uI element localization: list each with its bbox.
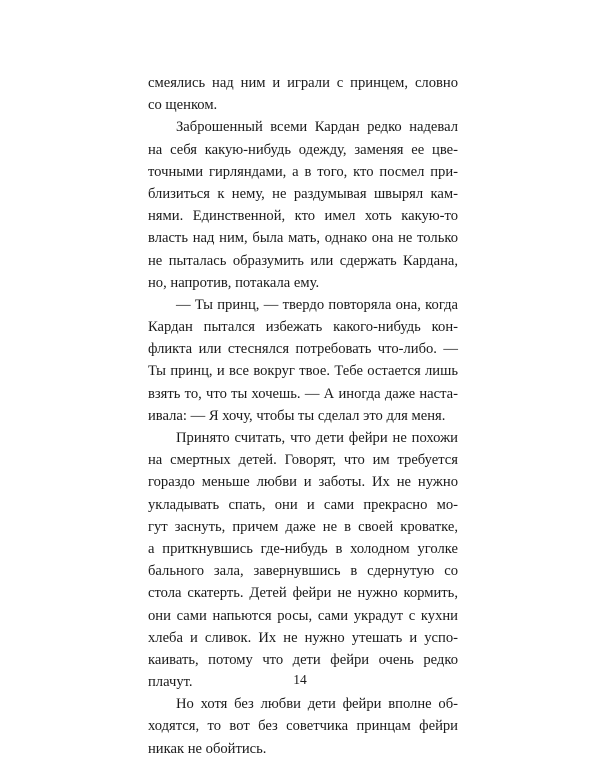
text-line: а приткнувшись где-нибудь в холодном уголке [148,540,458,557]
text-line: никак не обойтись. [148,740,267,757]
text-line: они сами напьются росы, сами украдут с кухни [148,607,458,624]
text-line: на себя какую-нибудь одежду, заменяя ее цве- [148,141,458,158]
page-number: 14 [293,672,307,687]
text-line: фликта или стеснялся потребовать что-либо. — [148,341,458,358]
text-line: смеялись над ним и играли с принцем, словно [148,75,458,91]
text-line: ивала: — Я хочу, чтобы ты сделал это для меня. [148,407,446,424]
text-line: Ты принц, и все вокруг твое. Тебе остается лишь [148,363,458,380]
text-line: — Ты принц, — твердо повторяла она, когда [176,296,458,313]
text-line: гораздо меньше любви и заботы. Их не нужно [148,474,458,491]
text-line: не пыталась образумить или сдержать Кардана, [148,252,458,269]
paragraph [148,72,458,116]
paragraph [148,427,458,693]
text-line: но, напротив, потакала ему. [148,274,320,291]
paragraph [148,116,458,294]
text-line: укладывать спать, они и сами прекрасно мо- [148,496,458,513]
text-line: плачут. [148,674,193,691]
text-line: стола скатерть. Детей фейри не нужно кормить, [148,585,458,602]
paragraph [148,294,458,427]
text-line: каивать, потому что дети фейри очень редко [148,651,458,668]
text-line: точными гирляндами, а в того, кто посмел при- [148,163,458,180]
text-line: близиться к нему, не раздумывая швырял кам- [148,185,458,202]
text-line: взять то, что ты хочешь. — А иногда даже наста- [148,385,458,402]
text-line: гут заснуть, причем даже не в своей кроватке, [148,518,458,535]
text-line: нями. Единственной, кто имел хоть какую-то [148,208,458,225]
text-line: бального зала, завернувшись в сдернутую со [148,563,458,580]
text-line: Кардан пытался избежать какого-нибудь кон- [148,319,458,336]
body-text [148,72,458,760]
text-line: хлеба и сливок. Их не нужно утешать и успо- [148,629,458,646]
text-line: власть над ним, была мать, однако она не только [148,230,458,247]
text-line: Принято считать, что дети фейри не похожи [176,430,458,446]
text-line: Заброшенный всеми Кардан редко надевал [176,119,458,136]
text-line: на смертных детей. Говорят, что им требуется [148,452,458,469]
text-line: Но хотя без любви дети фейри вполне об- [176,696,458,713]
text-line: со щенком. [148,97,218,114]
text-line: ходятся, то вот без советчика принцам фейри [148,718,458,735]
